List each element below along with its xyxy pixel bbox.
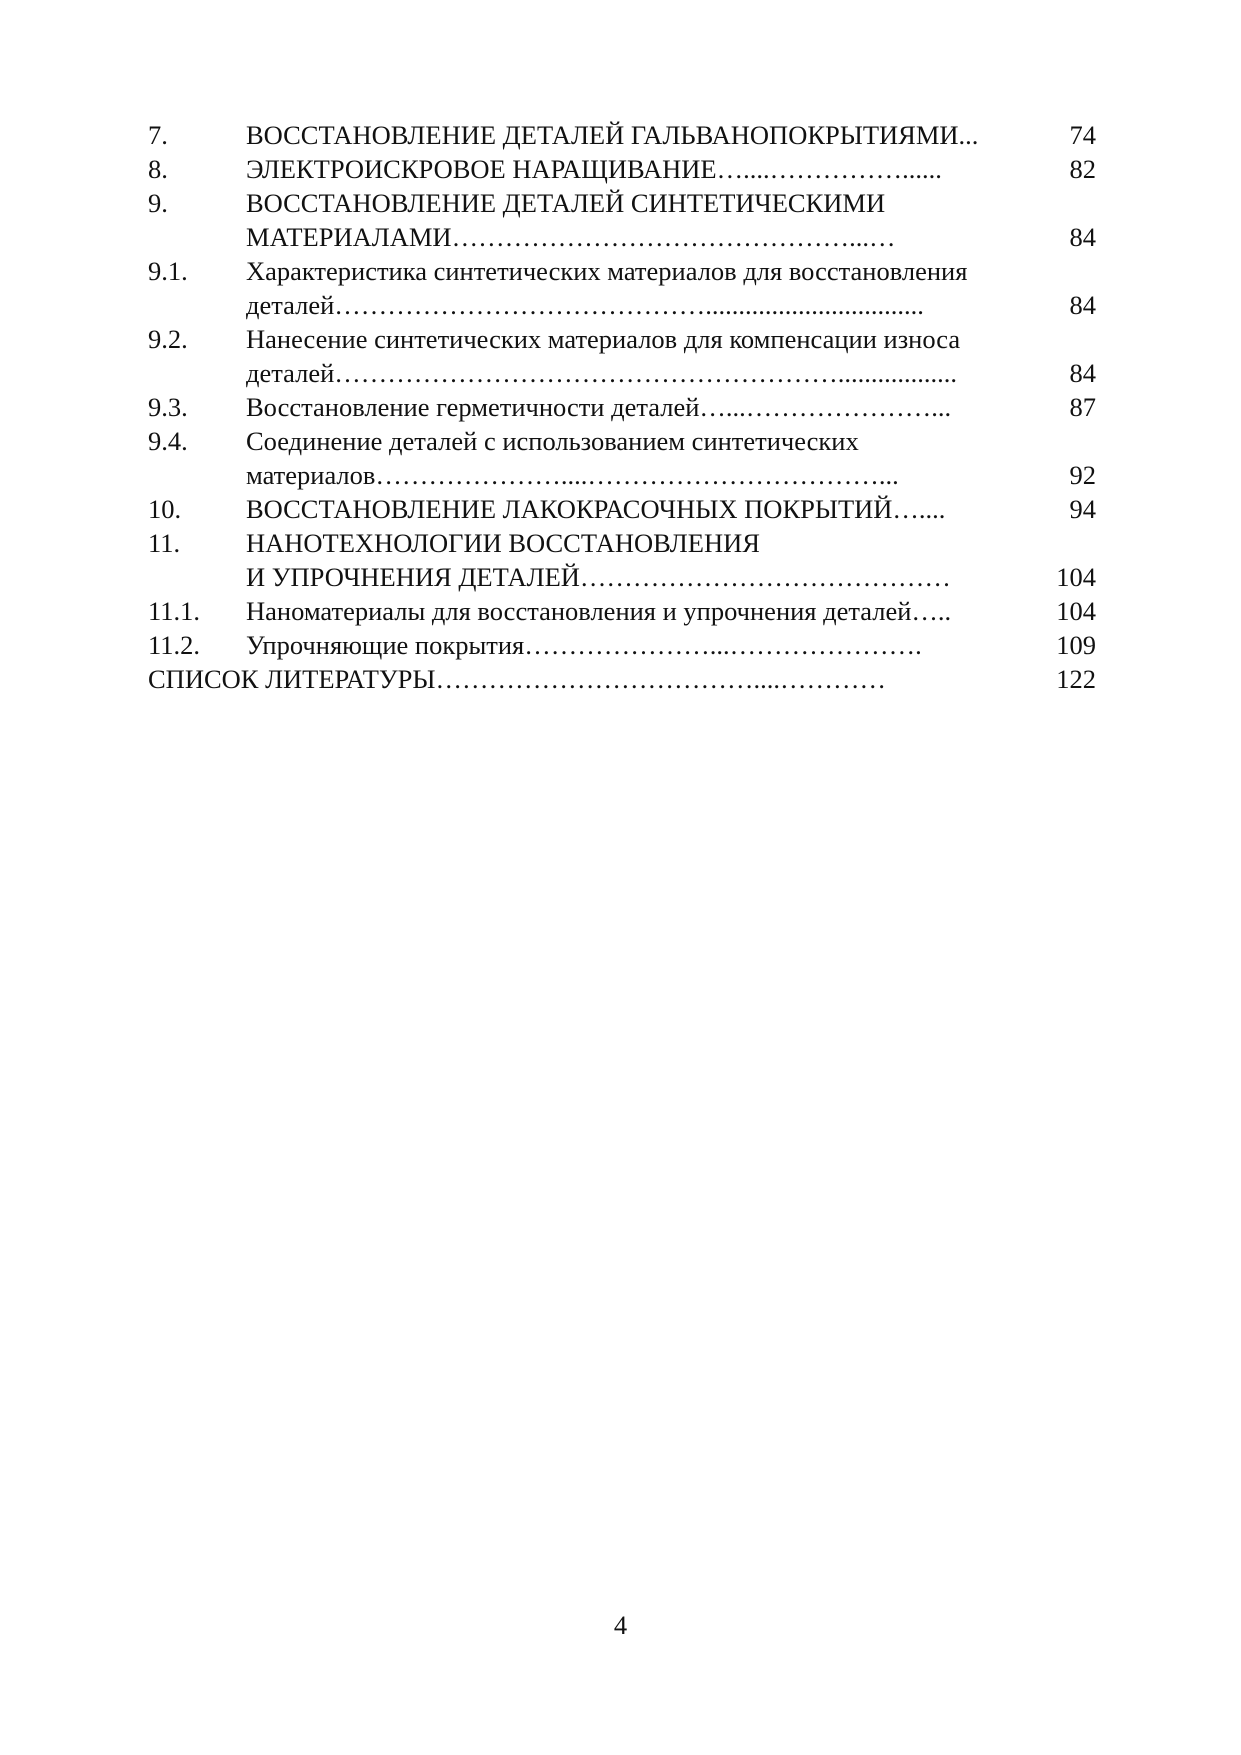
toc-entry-number: 8. (148, 154, 168, 184)
toc-entry-title: деталей……………………………………................................. (246, 290, 924, 320)
toc-entry-title: деталей………………………………………………….................. (246, 358, 958, 388)
toc-entry-page: 84 (1069, 222, 1096, 252)
toc-entry-title: Характеристика синтетических материалов для восстановления (246, 256, 968, 286)
toc-entry-page: 94 (1069, 494, 1096, 524)
toc-entry-number: 9. (148, 188, 168, 218)
toc-entry-number: 9.2. (148, 324, 188, 354)
toc-entry-title: НАНОТЕХНОЛОГИИ ВОССТАНОВЛЕНИЯ (246, 528, 760, 558)
toc-entry-title: Соединение деталей с использованием синтетических (246, 426, 859, 456)
toc-entry-page: 74 (1069, 120, 1096, 150)
toc-entry-page: 104 (1056, 562, 1096, 592)
toc-entry-title: ВОССТАНОВЛЕНИЕ ДЕТАЛЕЙ ГАЛЬВАНОПОКРЫТИЯМИ... (246, 120, 979, 150)
toc-entry-page: 92 (1069, 460, 1096, 490)
toc-entry-number: 9.4. (148, 426, 188, 456)
toc-entry-title: ВОССТАНОВЛЕНИЕ ДЕТАЛЕЙ СИНТЕТИЧЕСКИМИ (246, 188, 886, 218)
toc-entry-number: 11.1. (148, 596, 201, 626)
toc-entry-title: СПИСОК ЛИТЕРАТУРЫ………………………………....………… (148, 664, 887, 694)
toc-entry-title: Восстановление герметичности деталей…...…………………... (246, 392, 952, 422)
toc-entry-page: 87 (1069, 392, 1096, 422)
toc-entry-page: 84 (1069, 358, 1096, 388)
toc-entry-title: И УПРОЧНЕНИЯ ДЕТАЛЕЙ…………………………………… (246, 562, 951, 592)
toc-entry-title: Упрочняющие покрытия…………………...…………………. (246, 630, 922, 660)
toc-entry-page: 122 (1056, 664, 1096, 694)
toc-entry-number: 9.1. (148, 256, 188, 286)
toc-entry-title: материалов…………………....……………………………... (246, 460, 899, 490)
toc-entry-title: ВОССТАНОВЛЕНИЕ ЛАКОКРАСОЧНЫХ ПОКРЫТИЙ….... (246, 494, 946, 524)
toc-entry-page: 82 (1069, 154, 1096, 184)
toc-entry-title: Наноматериалы для восстановления и упрочнения деталей….. (246, 596, 952, 626)
toc-entry-number: 9.3. (148, 392, 188, 422)
toc-entry-page: 84 (1069, 290, 1096, 320)
toc-entry-number: 7. (148, 120, 168, 150)
toc-entry-page: 104 (1056, 596, 1096, 626)
toc-entry-number: 11.2. (148, 630, 201, 660)
toc-entry-number: 11. (148, 528, 181, 558)
toc-entry-number: 10. (148, 494, 182, 524)
toc-entry-title: МАТЕРИАЛАМИ………………………………………...… (246, 222, 896, 252)
toc-entry-page: 109 (1056, 630, 1096, 660)
page-number: 4 (613, 1610, 628, 1640)
toc-entry-title: ЭЛЕКТРОИСКРОВОЕ НАРАЩИВАНИЕ…....……………...... (246, 154, 942, 184)
toc-entry-title: Нанесение синтетических материалов для компенсации износа (246, 324, 961, 354)
